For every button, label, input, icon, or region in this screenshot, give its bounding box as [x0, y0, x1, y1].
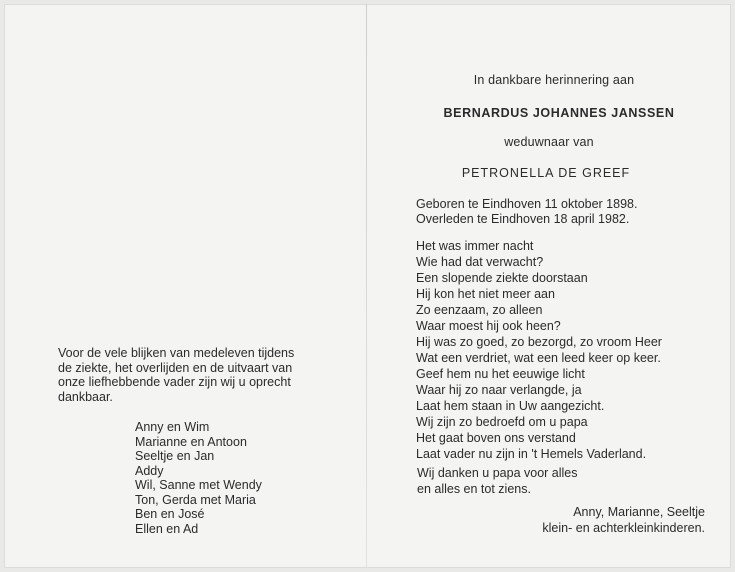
poem-line: Hij was zo goed, zo bezorgd, zo vroom Heer: [416, 335, 662, 349]
signature-line: Anny, Marianne, Seeltje: [573, 505, 705, 519]
poem-line: Waar hij zo naar verlangde, ja: [416, 383, 582, 397]
thanks-line: en alles en tot ziens.: [417, 482, 531, 496]
signature-block: [542, 504, 705, 536]
card-fold-line: [366, 4, 367, 568]
family-name: Ton, Gerda met Maria: [135, 492, 256, 507]
thank-you-line: de ziekte, het overlijden en de uitvaart van: [58, 360, 293, 375]
memorial-heading: In dankbare herinnering aan: [473, 73, 635, 87]
family-name: Ellen en Ad: [135, 521, 199, 536]
closing-thanks: [417, 465, 578, 497]
poem-line: Wie had dat verwacht?: [416, 255, 544, 269]
family-name: Anny en Wim: [135, 420, 210, 434]
thank-you-message: [58, 346, 294, 404]
poem-line: Laat hem staan in Uw aangezicht.: [416, 399, 605, 413]
poem-line: Geef hem nu het eeuwige licht: [416, 367, 585, 381]
deceased-name: BERNARDUS JOHANNES JANSSEN: [443, 106, 675, 120]
family-name: Addy: [135, 463, 164, 478]
family-name: Seeltje en Jan: [135, 449, 215, 463]
birth-date: Geboren te Eindhoven 11 oktober 1898.: [416, 197, 638, 211]
signature-line: klein- en achterkleinkinderen.: [542, 521, 705, 535]
memorial-card: [4, 4, 731, 568]
family-name: Wil, Sanne met Wendy: [135, 478, 262, 492]
poem-line: Het gaat boven ons verstand: [416, 431, 576, 445]
poem-line: Waar moest hij ook heen?: [416, 319, 561, 333]
family-name: Ben en José: [135, 507, 205, 521]
family-name: Marianne en Antoon: [135, 434, 247, 449]
thanks-line: Wij danken u papa voor alles: [417, 466, 578, 480]
poem-line: Een slopende ziekte doorstaan: [416, 271, 588, 285]
spouse-name: PETRONELLA DE GREEF: [461, 166, 631, 180]
thank-you-line: onze liefhebbende vader zijn wij u oprecht: [58, 375, 291, 389]
death-date: Overleden te Eindhoven 18 april 1982.: [416, 212, 630, 226]
thank-you-line: dankbaar.: [58, 389, 113, 404]
poem-line: Hij kon het niet meer aan: [416, 287, 555, 301]
memorial-poem: [416, 238, 662, 462]
poem-line: Wat een verdriet, wat een leed keer op keer.: [416, 351, 661, 365]
relation-text: weduwnaar van: [504, 135, 594, 149]
poem-line: Wij zijn zo bedroefd om u papa: [416, 415, 588, 429]
poem-line: Het was immer nacht: [416, 239, 534, 253]
poem-line: Zo eenzaam, zo alleen: [416, 303, 543, 317]
poem-line: Laat vader nu zijn in 't Hemels Vaderland.: [416, 447, 647, 461]
thank-you-line: Voor de vele blijken van medeleven tijdens: [58, 346, 295, 360]
family-names-list: [135, 420, 262, 536]
life-dates: [416, 197, 637, 227]
